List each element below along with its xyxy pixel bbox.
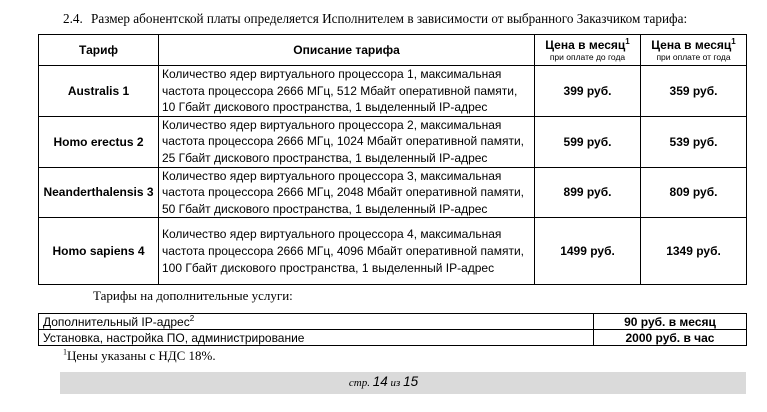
tariff-description: Количество ядер виртуального процессора 1, максимальная частота процессора 2666 МГц, 512 Мбайт оперативной памяти, 10 Гбайт дискового пространства, 1 выделенный IP-адрес (159, 66, 535, 117)
tariff-name: Homo sapiens 4 (39, 218, 159, 285)
header-description: Описание тарифа (159, 35, 535, 66)
header-price-long-sup: 1 (731, 36, 736, 46)
footer-page-number: 14 (372, 374, 388, 389)
header-price-long-sub: при оплате от года (656, 51, 731, 62)
extra-service (39, 314, 594, 330)
tariff-price-long: 1349 руб. (641, 218, 747, 285)
header-tariff: Тариф (39, 35, 159, 66)
tariff-price-long: 359 руб. (641, 66, 747, 117)
footnote-marker: 1 (63, 347, 67, 357)
footnote-text: Цены указаны с НДС 18%. (67, 348, 216, 363)
header-price-long (641, 35, 747, 66)
table-row (39, 66, 747, 117)
extras-title: Тарифы на дополнительные услуги: (93, 288, 293, 303)
tariff-price-short: 399 руб. (535, 66, 641, 117)
tariff-description: Количество ядер виртуального процессора 4, максимальная частота процессора 2666 МГц, 4096 Мбайт оперативной памяти, 100 Гбайт дискового пространства, 1 выделенный IP-адрес (159, 218, 535, 285)
header-price-short-sub: при оплате до года (549, 51, 626, 62)
extra-service (39, 330, 594, 346)
table-row (39, 330, 747, 346)
tariff-name: Australis 1 (39, 66, 159, 117)
tariff-price-short: 599 руб. (535, 116, 641, 167)
footer-total-pages: 15 (403, 374, 419, 389)
page-footer (0, 374, 767, 389)
extra-service-sup: 2 (189, 313, 195, 323)
table-row (39, 314, 747, 330)
tariff-table-header (39, 35, 747, 66)
extra-price: 2000 руб. в час (594, 330, 747, 346)
header-price-long-label: Цена в месяц (651, 37, 732, 52)
tariff-description: Количество ядер виртуального процессора 2, максимальная частота процессора 2666 МГц, 1024 Мбайт оперативной памяти, 25 Гбайт дискового пространства, 1 выделенный IP-адрес (159, 116, 535, 167)
tariff-name: Homo erectus 2 (39, 116, 159, 167)
tariff-price-short: 1499 руб. (535, 218, 641, 285)
table-row (39, 218, 747, 285)
clause-text: Размер абонентской платы определяется Исполнителем в зависимости от выбранного Заказчиком тарифа: (91, 11, 688, 26)
clause-2-4 (63, 11, 687, 27)
footer-of: из (390, 377, 401, 389)
extras-table (38, 313, 747, 346)
tariff-description: Количество ядер виртуального процессора 3, максимальная частота процессора 2666 МГц, 2048 Мбайт оперативной памяти, 50 Гбайт дискового пространства, 1 выделенный IP-адрес (159, 167, 535, 218)
tariff-price-long: 809 руб. (641, 167, 747, 218)
table-row (39, 116, 747, 167)
header-price-short-sup: 1 (625, 36, 630, 46)
tariff-table (38, 34, 747, 285)
table-row (39, 167, 747, 218)
tariff-price-short: 899 руб. (535, 167, 641, 218)
tariff-name: Neanderthalensis 3 (39, 167, 159, 218)
header-price-short (535, 35, 641, 66)
clause-number: 2.4. (63, 11, 83, 26)
header-price-short-label: Цена в месяц (545, 37, 626, 52)
footer-prefix: стр. (348, 377, 370, 389)
footnote (63, 348, 216, 364)
extra-service-label: Установка, настройка ПО, администрирование (43, 330, 305, 345)
tariff-price-long: 539 руб. (641, 116, 747, 167)
extra-service-label: Дополнительный IP-адрес (43, 314, 190, 329)
extra-price: 90 руб. в месяц (594, 314, 747, 330)
